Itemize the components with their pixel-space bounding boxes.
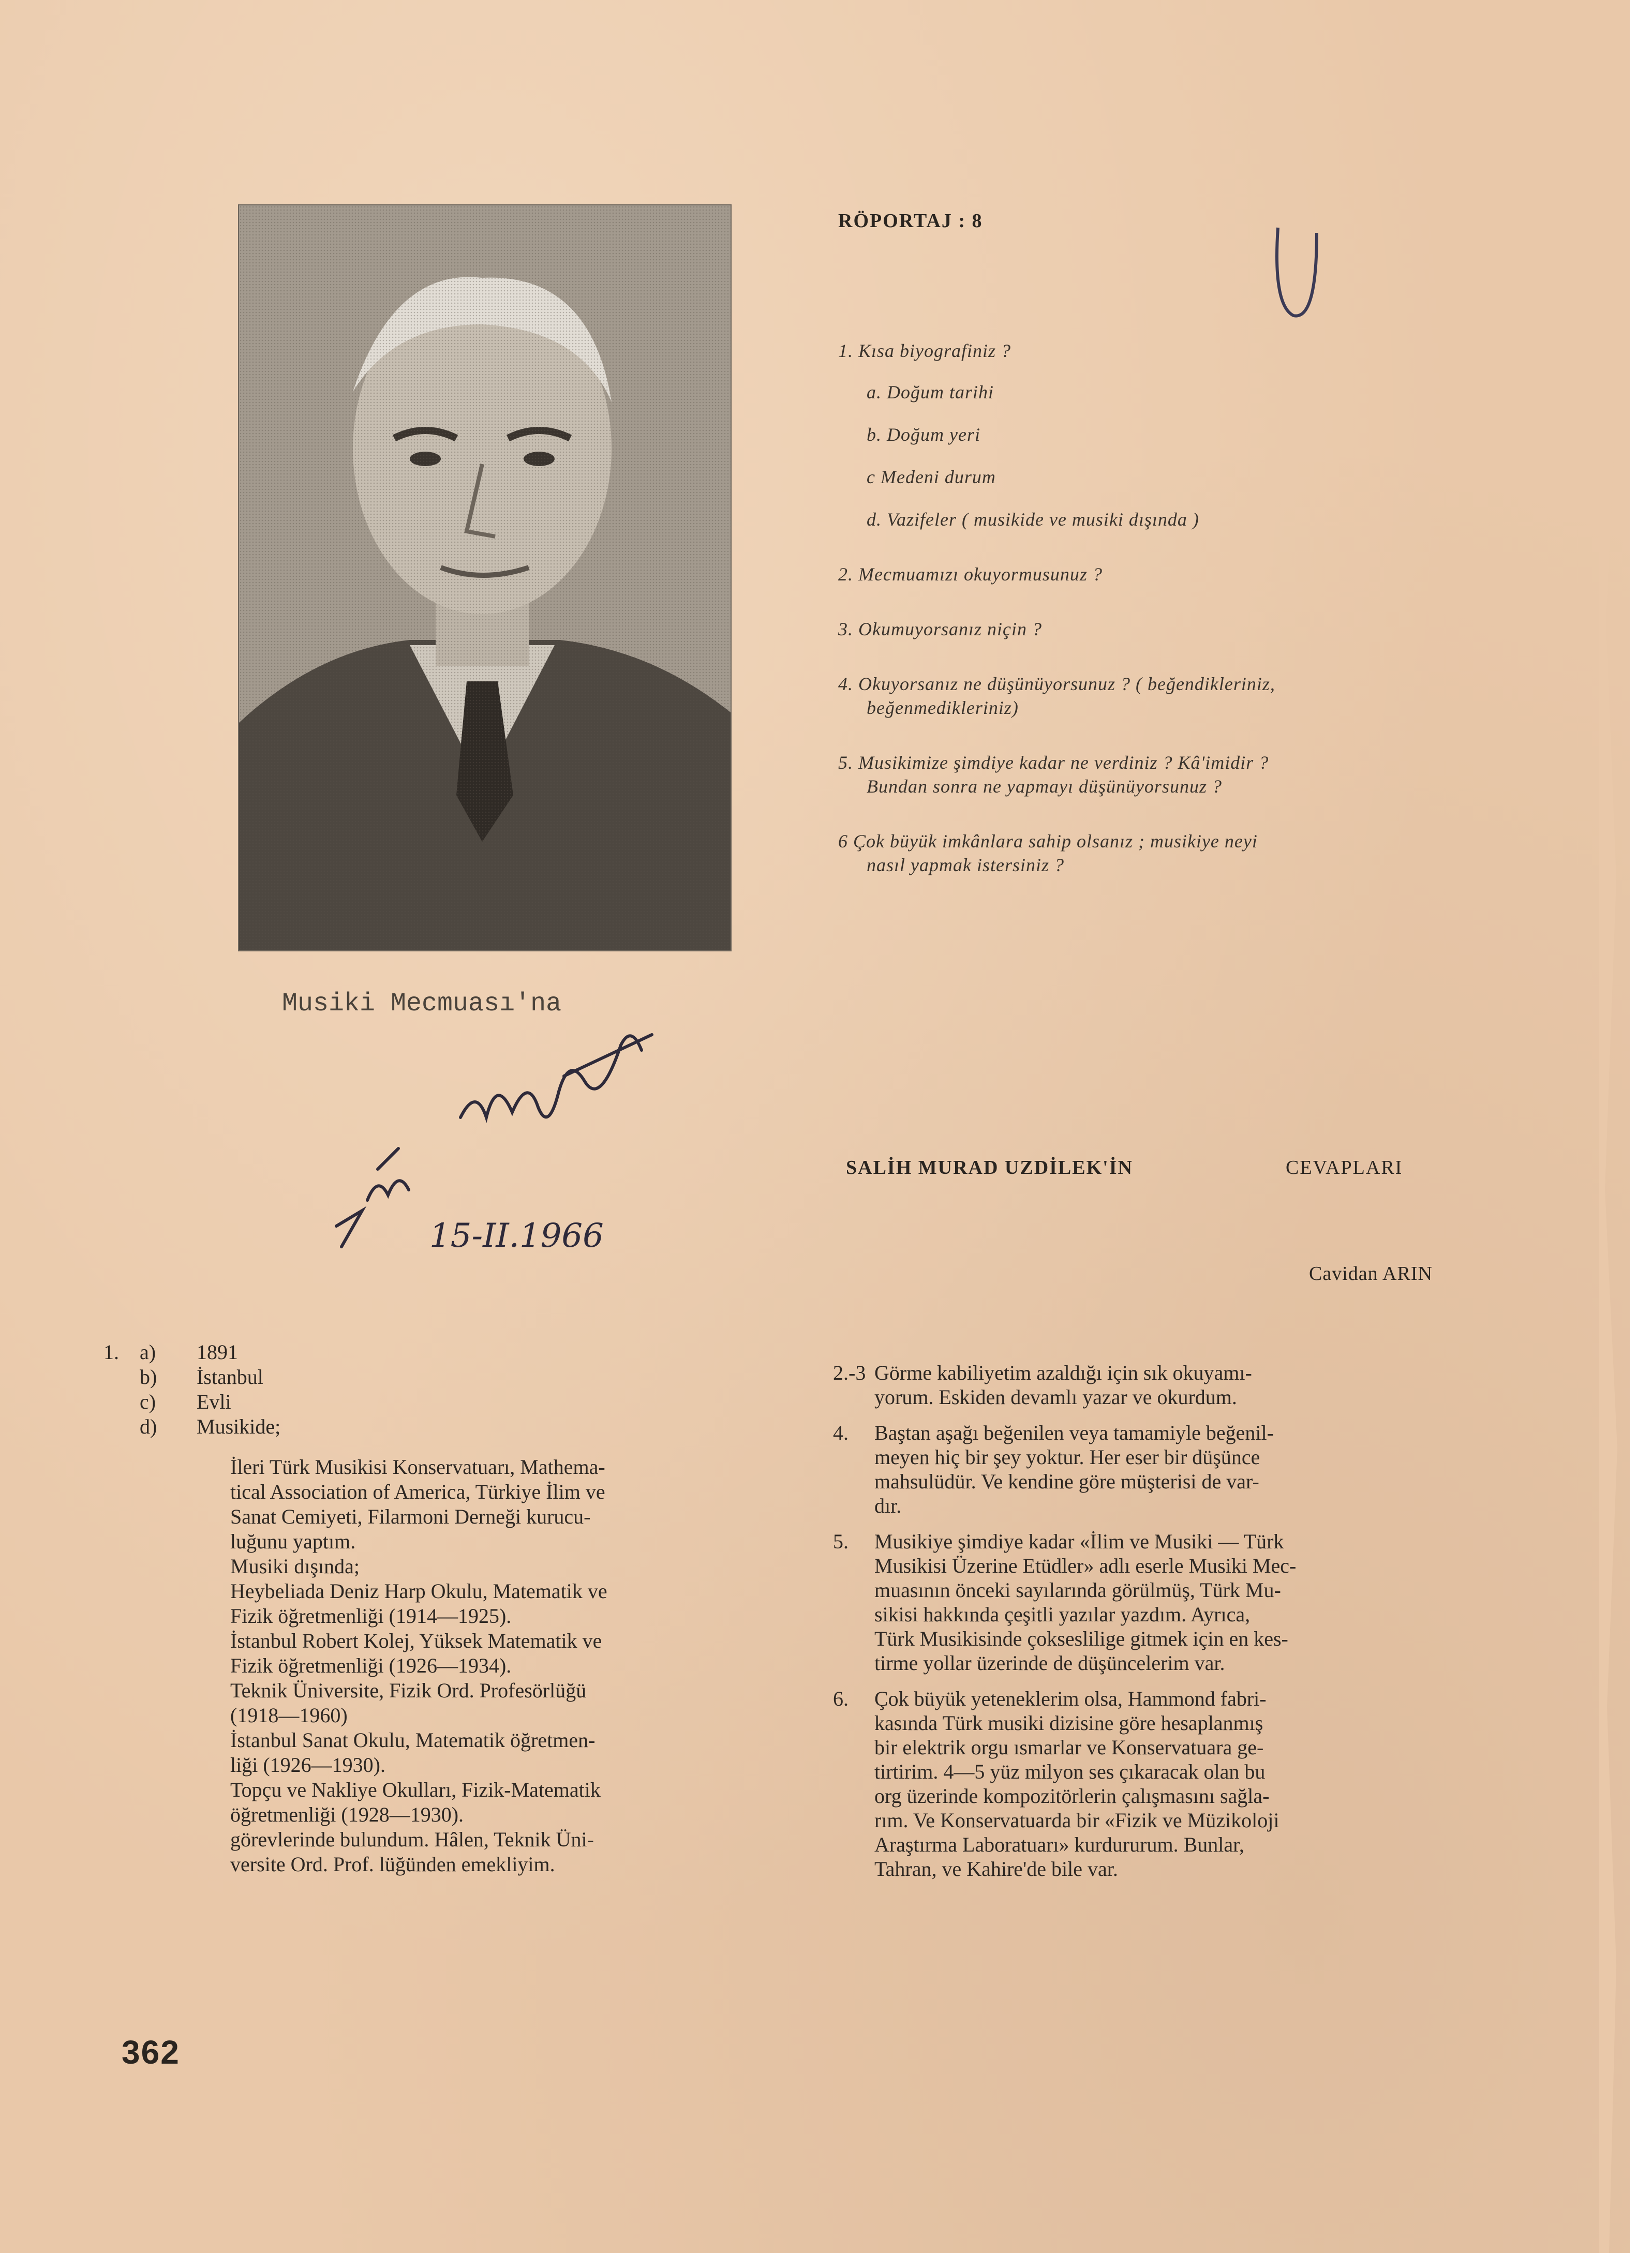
answer-line: Tahran, ve Kahire'de bile var.	[874, 1857, 1118, 1881]
answer-4	[833, 1421, 1500, 1518]
question-4-line: 4. Okuyorsanız ne düşünüyorsunuz ? ( beğendikleriniz,	[838, 674, 1275, 694]
torn-edge	[1599, 0, 1630, 2253]
sub-item: b. Doğum yeri	[867, 424, 980, 445]
bio-line: İstanbul Sanat Okulu, Matematik öğretmen-	[230, 1728, 596, 1752]
answer-line: yorum. Eskiden devamlı yazar ve okurdum.	[874, 1385, 1237, 1409]
sub-item: a. Doğum tarihi	[867, 382, 994, 402]
page-number: 362	[122, 2034, 180, 2071]
bio-line: (1918—1960)	[230, 1704, 348, 1727]
bio-line: Topçu ve Nakliye Okulları, Fizik-Matematik	[230, 1778, 601, 1801]
answer-letter: a)	[140, 1340, 156, 1364]
bio-line: Fizik öğretmenliği (1914—1925).	[230, 1604, 512, 1628]
bio-line: Teknik Üniversite, Fizik Ord. Profesörlüğü	[230, 1679, 587, 1702]
bio-line: öğretmenliği (1928—1930).	[230, 1803, 464, 1826]
answer-line: kasında Türk musiki dizisine göre hesaplanmış	[874, 1711, 1263, 1735]
bio-line: İstanbul Robert Kolej, Yüksek Matematik ve	[230, 1629, 602, 1652]
question-5-line: Bundan sonra ne yapmayı düşünüyorsunuz ?	[867, 776, 1222, 797]
answer-text: 1891	[197, 1340, 238, 1364]
question-5-line: 5. Musikimize şimdiye kadar ne verdiniz ? Kâ'imidir ?	[838, 752, 1269, 773]
answer-number: 1.	[103, 1340, 119, 1364]
answer-line: tirme yollar üzerinde de düşüncelerim var.	[874, 1651, 1225, 1675]
answer-line: Çok büyük yeteneklerim olsa, Hammond fabri-	[874, 1687, 1267, 1710]
answer-text: İstanbul	[197, 1365, 263, 1389]
bio-line: İleri Türk Musikisi Konservatuarı, Mathema-	[230, 1455, 605, 1479]
answer-number: 2.-3	[833, 1361, 866, 1384]
answer-line: Türk Musikisinde çokseslilige gitmek için en kes-	[874, 1627, 1288, 1650]
answer-line: muasının önceki sayılarında görülmüş, Türk Mu-	[874, 1578, 1281, 1602]
answer-line: Araştırma Laboratuarı» kurdururum. Bunlar,	[874, 1833, 1244, 1856]
biography-text	[230, 1455, 815, 1877]
answer-line: bir elektrik orgu ısmarlar ve Konservatuara ge-	[874, 1736, 1264, 1759]
question-1-sublist	[867, 380, 1511, 531]
answer-line: tirtirim. 4—5 yüz milyon ses çıkaracak olan bu	[874, 1760, 1266, 1783]
questionnaire	[838, 339, 1511, 908]
question-5	[838, 751, 1511, 798]
portrait-photo	[238, 204, 732, 951]
handwritten-u-mark	[1268, 222, 1324, 331]
question-6-line: 6 Çok büyük imkânlara sahip olsanız ; musikiye neyi	[838, 831, 1258, 852]
answer-line: Musikiye şimdiye kadar «İlim ve Musiki — Türk	[874, 1530, 1284, 1553]
answer-1d	[103, 1414, 823, 1439]
answer-1a	[103, 1340, 823, 1365]
question-6-line: nasıl yapmak istersiniz ?	[867, 855, 1064, 875]
bio-line: Fizik öğretmenliği (1926—1934).	[230, 1654, 512, 1677]
answer-letter: c)	[140, 1390, 156, 1413]
question-4	[838, 672, 1511, 720]
signature-date: 15-II.1966	[429, 1217, 604, 1255]
question-6	[838, 829, 1511, 877]
answer-text: Evli	[197, 1390, 231, 1413]
bio-line: luğunu yaptım.	[230, 1530, 356, 1553]
question-4-line: beğenmedikleriniz)	[867, 697, 1019, 718]
dedication-typed: Musiki Mecmuası'na	[282, 989, 562, 1019]
question-1: 1. Kısa biyografiniz ?	[838, 340, 1011, 361]
answer-line: sikisi hakkında çeşitli yazılar yazdım. Ayrıca,	[874, 1603, 1251, 1626]
answer-line: mahsulüdür. Ve kendine göre müşterisi de var-	[874, 1470, 1259, 1493]
bio-line: Musiki dışında;	[230, 1555, 360, 1578]
answer-number: 5.	[833, 1530, 849, 1553]
answer-letter: d)	[140, 1415, 157, 1438]
bio-line: tical Association of America, Türkiye İlim ve	[230, 1480, 605, 1503]
answers-title-suffix: CEVAPLARI	[1286, 1157, 1403, 1178]
question-3: 3. Okumuyorsanız niçin ?	[838, 619, 1042, 639]
answer-line: org üzerinde kompozitörlerin çalışmasını sağla-	[874, 1784, 1270, 1808]
answer-6	[833, 1687, 1500, 1881]
answer-1-column	[103, 1340, 823, 1877]
bio-line: versite Ord. Prof. lüğünden emekliyim.	[230, 1853, 555, 1876]
handwritten-signature	[290, 1014, 755, 1304]
bio-line: liği (1926—1930).	[230, 1753, 385, 1777]
answer-line: Musikisi Üzerine Etüdler» adlı eserle Musiki Mec-	[874, 1554, 1297, 1577]
answer-number: 6.	[833, 1687, 849, 1710]
interview-header: RÖPORTAJ : 8	[838, 210, 983, 232]
answer-number: 4.	[833, 1421, 849, 1444]
question-2: 2. Mecmuamızı okuyormusunuz ?	[838, 564, 1103, 585]
answer-line: meyen hiç bir şey yoktur. Her eser bir düşünce	[874, 1445, 1260, 1469]
sub-item: c Medeni durum	[867, 467, 996, 487]
answer-text: Musikide;	[197, 1415, 281, 1438]
answers-title: SALİH MURAD UZDİLEK'İN	[846, 1157, 1133, 1178]
answers-column-right	[833, 1361, 1500, 1892]
sub-item: d. Vazifeler ( musikide ve musiki dışında )	[867, 509, 1199, 530]
bio-line: Sanat Cemiyeti, Filarmoni Derneği kurucu-	[230, 1505, 591, 1528]
answer-2-3	[833, 1361, 1500, 1409]
answer-1c	[103, 1390, 823, 1414]
answer-line: rım. Ve Konservatuarda bir «Fizik ve Müzikoloji	[874, 1809, 1279, 1832]
bio-line: Heybeliada Deniz Harp Okulu, Matematik ve	[230, 1579, 607, 1603]
answer-letter: b)	[140, 1365, 157, 1389]
answer-line: Görme kabiliyetim azaldığı için sık okuyamı-	[874, 1361, 1252, 1384]
answer-1b	[103, 1365, 823, 1390]
answer-5	[833, 1529, 1500, 1675]
article-author: Cavidan ARIN	[1309, 1263, 1433, 1285]
answer-line: Baştan aşağı beğenilen veya tamamiyle beğenil-	[874, 1421, 1274, 1444]
bio-line: görevlerinde bulundum. Hâlen, Teknik Üni-	[230, 1828, 594, 1851]
answer-line: dır.	[874, 1494, 902, 1517]
